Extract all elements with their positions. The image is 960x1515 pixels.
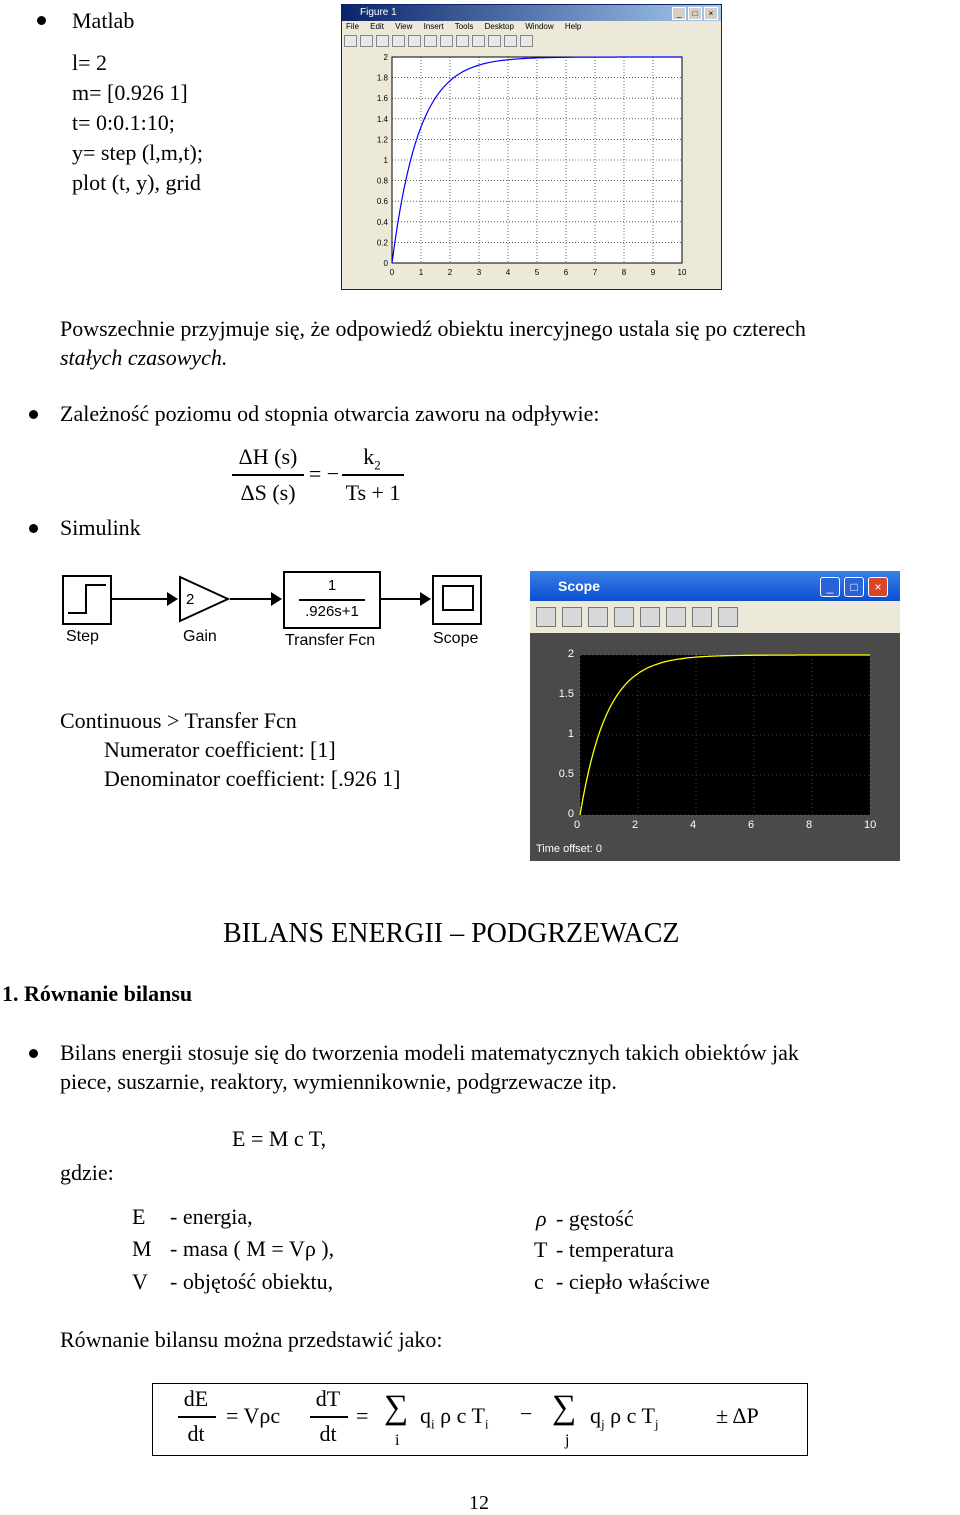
x-tick-label: 4 — [505, 268, 511, 277]
eq-term — [420, 1403, 489, 1432]
rotate-icon[interactable] — [472, 35, 485, 47]
sum-symbol: ∑ — [552, 1389, 577, 1426]
minimize-icon[interactable]: _ — [820, 577, 840, 597]
x-tick-label: 10 — [677, 268, 687, 277]
zoom-icon[interactable] — [588, 607, 608, 627]
signal-line — [379, 598, 421, 600]
figure-title: Figure 1 — [342, 5, 721, 21]
tf-label: Transfer Fcn — [285, 632, 376, 649]
menu-item[interactable]: Help — [564, 22, 582, 31]
legend-icon[interactable] — [504, 35, 517, 47]
eq-num-left: ΔH (s) — [238, 444, 298, 469]
scope-toolbar — [530, 601, 900, 633]
def-text: - masa ( M = Vρ ), — [170, 1236, 335, 1261]
x-tick-label: 7 — [592, 268, 598, 277]
scope-window — [530, 571, 900, 861]
scope-screen-icon — [442, 585, 474, 611]
zoom-x-icon[interactable] — [614, 607, 634, 627]
fraction-bar — [342, 474, 404, 476]
arrow-icon[interactable] — [408, 35, 421, 47]
y-tick-label: 0.2 — [376, 238, 388, 248]
x-tick-label: 8 — [806, 819, 813, 831]
menu-item[interactable]: Edit — [370, 22, 384, 31]
params-icon[interactable] — [562, 607, 582, 627]
y-tick-label: 2 — [383, 53, 388, 62]
fraction-bar — [178, 1416, 216, 1418]
def-text: - temperatura — [556, 1237, 674, 1262]
eq-equals: = − — [308, 461, 340, 486]
gain-block[interactable] — [178, 575, 230, 623]
term-sub: i — [484, 1416, 489, 1432]
y-tick-label: 1 — [383, 156, 388, 165]
rownanie-intro: Równanie bilansu można przedstawić jako: — [60, 1327, 443, 1352]
zoom-in-icon[interactable] — [424, 35, 437, 47]
arrow-head — [271, 592, 282, 606]
menu-item[interactable]: Insert — [423, 22, 444, 31]
x-tick-label: 3 — [476, 268, 482, 277]
matlab-label: Matlab — [72, 8, 135, 33]
x-tick-label: 1 — [418, 268, 424, 277]
eq-num-right — [340, 444, 404, 473]
transfer-fcn-block[interactable] — [283, 571, 381, 629]
y-tick-label: 0.4 — [376, 217, 388, 227]
def-text: - gęstość — [556, 1206, 634, 1231]
def-text: - energia, — [170, 1204, 253, 1229]
y-tick-label: 0 — [567, 808, 574, 820]
step-icon — [64, 577, 110, 623]
zoom-y-icon[interactable] — [640, 607, 660, 627]
config-line: Numerator coefficient: [1] — [104, 737, 336, 762]
term-sub: i — [431, 1416, 435, 1432]
x-tick-label: 0 — [389, 268, 395, 277]
x-tick-label: 2 — [447, 268, 453, 277]
x-tick-label: 6 — [563, 268, 569, 277]
print-icon[interactable] — [392, 35, 405, 47]
time-offset: Time offset: 0 — [536, 843, 603, 855]
y-tick-label: 1.8 — [376, 73, 388, 83]
restore-axes-icon[interactable] — [718, 607, 738, 627]
menu-item[interactable]: Tools — [454, 22, 474, 31]
maximize-icon[interactable]: □ — [688, 7, 702, 20]
menu-item[interactable]: Desktop — [484, 22, 514, 31]
y-tick-label: 1.2 — [376, 135, 388, 145]
k-symbol: k — [363, 444, 375, 469]
zaleznosc-text: Zależność poziomu od stopnia otwarcia zaworu na odpływie: — [60, 401, 600, 426]
x-tick-label: 6 — [748, 819, 755, 831]
pan-icon[interactable] — [456, 35, 469, 47]
page-number: 12 — [469, 1492, 489, 1514]
sum-symbol: ∑ — [384, 1389, 409, 1426]
section-title: BILANS ENERGII – PODGRZEWACZ — [223, 918, 680, 949]
def-text: - objętość obiektu, — [170, 1269, 334, 1294]
eq-dE: dE — [183, 1386, 209, 1411]
bullet — [29, 410, 38, 419]
scope-label: Scope — [433, 630, 479, 647]
def-symbol: V — [132, 1269, 148, 1294]
maximize-icon[interactable]: □ — [844, 577, 864, 597]
tf-fraction-bar — [299, 599, 365, 601]
print-icon[interactable] — [536, 607, 556, 627]
step-block[interactable] — [62, 575, 112, 625]
eq-dt: dt — [187, 1421, 205, 1446]
x-tick-label: 9 — [650, 268, 656, 277]
signal-line — [230, 598, 272, 600]
eq-dT: dT — [315, 1386, 341, 1411]
y-tick-label: 0 — [383, 259, 388, 268]
def-symbol: E — [132, 1204, 146, 1229]
close-icon[interactable]: × — [868, 577, 888, 597]
config-line: Continuous > Transfer Fcn — [60, 708, 297, 733]
y-tick-label: 1.4 — [376, 114, 388, 124]
code-line: y= step (l,m,t); — [72, 140, 203, 165]
term-rest: ρ c T — [610, 1403, 655, 1428]
menu-item[interactable]: Window — [525, 22, 554, 31]
config-line: Denominator coefficient: [.926 1] — [104, 766, 401, 791]
fraction-bar — [232, 474, 304, 476]
minimize-icon[interactable]: _ — [672, 7, 686, 20]
tf-numerator: 1 — [327, 577, 337, 594]
def-symbol: M — [132, 1236, 152, 1261]
matlab-plot — [342, 49, 721, 289]
def-symbol: T — [534, 1237, 548, 1262]
def-symbol: ρ — [536, 1206, 547, 1231]
eq-pm: ± ΔP — [716, 1403, 759, 1428]
x-tick-label: 2 — [632, 819, 639, 831]
eq-equals: = — [356, 1403, 369, 1428]
code-line: plot (t, y), grid — [72, 170, 201, 195]
gdzie-label: gdzie: — [60, 1160, 114, 1185]
menu-item[interactable]: File — [346, 22, 359, 31]
step-label: Step — [66, 628, 99, 645]
fraction-bar — [310, 1416, 348, 1418]
simulink-label: Simulink — [60, 515, 141, 540]
paragraph-line: stałych czasowych. — [60, 345, 228, 370]
y-tick-label: 0.8 — [376, 176, 388, 186]
eq-den-right: Ts + 1 — [345, 480, 401, 505]
y-tick-label: 0.5 — [558, 768, 574, 780]
x-tick-label: 8 — [621, 268, 627, 277]
x-tick-label: 0 — [574, 819, 581, 831]
term-sub: j — [601, 1416, 605, 1432]
x-tick-label: 5 — [534, 268, 540, 277]
sum-index: j — [565, 1432, 570, 1449]
close-icon[interactable]: × — [704, 7, 718, 20]
figure-menu — [346, 22, 590, 31]
open-icon[interactable] — [360, 35, 373, 47]
figure-toolbar — [344, 35, 533, 47]
y-tick-label: 1 — [567, 728, 574, 740]
x-tick-label: 10 — [864, 819, 877, 831]
window-buttons — [672, 7, 718, 20]
term-sub: j — [654, 1416, 659, 1432]
y-tick-label: 2 — [567, 648, 574, 660]
gain-label: Gain — [183, 628, 217, 645]
x-tick-label: 4 — [690, 819, 697, 831]
gain-value: 2 — [186, 591, 195, 608]
zoom-out-icon[interactable] — [440, 35, 453, 47]
code-line: m= [0.926 1] — [72, 80, 188, 105]
bilans-line: piece, suszarnie, reaktory, wymiennikownie, podgrzewacze itp. — [60, 1069, 617, 1094]
section-subtitle: 1. Równanie bilansu — [2, 981, 193, 1006]
tf-denominator: .926s+1 — [305, 603, 359, 620]
matlab-figure-window — [341, 4, 722, 290]
save-icon[interactable] — [376, 35, 389, 47]
autoscale-icon[interactable] — [666, 607, 686, 627]
k-subscript: 2 — [374, 457, 381, 473]
eq-dt2: dt — [319, 1421, 337, 1446]
code-line: l= 2 — [72, 50, 108, 75]
menu-item[interactable]: View — [395, 22, 413, 31]
arrow-head — [420, 592, 431, 606]
code-line: t= 0:0.1:10; — [72, 110, 175, 135]
def-text: - ciepło właściwe — [556, 1269, 710, 1294]
scope-plot — [530, 633, 900, 861]
term-q: q — [420, 1403, 431, 1428]
eq-minus: − — [520, 1401, 533, 1426]
eq-term — [590, 1403, 659, 1432]
bullet — [37, 16, 46, 25]
new-icon[interactable] — [344, 35, 357, 47]
y-tick-label: 1.6 — [376, 94, 388, 104]
y-tick-label: 0.6 — [376, 197, 388, 207]
eq-den-left: ΔS (s) — [240, 480, 296, 505]
signal-line — [110, 598, 168, 600]
save-axes-icon[interactable] — [692, 607, 712, 627]
scope-block[interactable] — [432, 575, 482, 625]
bilans-line: Bilans energii stosuje się do tworzenia modeli matematycznych takich obiektów jak — [60, 1040, 799, 1065]
eq-vrc: = Vρc — [226, 1403, 281, 1428]
paragraph-line: Powszechnie przyjmuje się, że odpowiedź obiektu inercyjnego ustala się po czterech — [60, 316, 806, 341]
term-q: q — [590, 1403, 601, 1428]
energy-equation: E = M c T, — [232, 1126, 327, 1151]
bullet — [29, 1049, 38, 1058]
colorbar-icon[interactable] — [520, 35, 533, 47]
def-symbol: c — [534, 1269, 544, 1294]
arrow-head — [167, 592, 178, 606]
matlab-code — [72, 48, 203, 198]
scope-title: Scope — [530, 571, 900, 601]
term-rest: ρ c T — [440, 1403, 485, 1428]
y-tick-label: 1.5 — [558, 688, 574, 700]
sum-index: i — [395, 1432, 400, 1449]
bullet — [29, 524, 38, 533]
datacursor-icon[interactable] — [488, 35, 501, 47]
